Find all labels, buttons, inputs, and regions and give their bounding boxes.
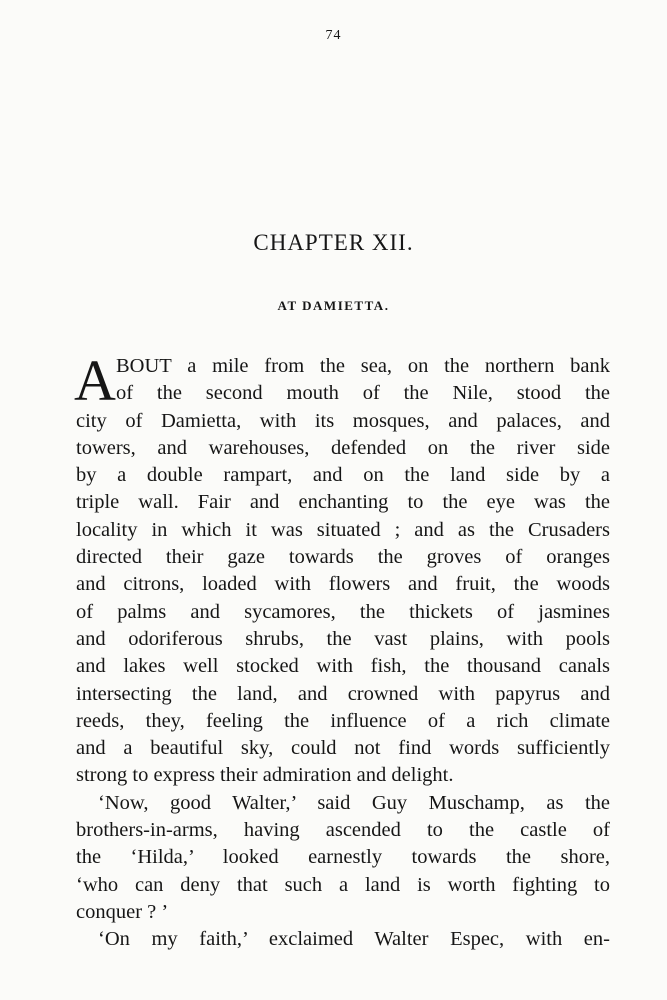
text-line: and lakes well stocked with fish, the thousand canals <box>76 655 610 678</box>
chapter-title: CHAPTER XII. <box>253 230 414 255</box>
text-line: by a double rampart, and on the land side by a <box>76 464 610 487</box>
text-line: intersecting the land, and crowned with papyrus and <box>76 682 610 705</box>
paragraph-2 <box>76 790 610 926</box>
text-line: and citrons, loaded with flowers and fruit, the woods <box>76 573 610 596</box>
text-line: conquer ? ’ <box>76 900 169 923</box>
text-line: ‘who can deny that such a land is worth fighting to <box>76 873 610 896</box>
text-line: and odoriferous shrubs, the vast plains, with pools <box>76 627 610 650</box>
text-line: of the second mouth of the Nile, stood the <box>116 382 610 405</box>
text-line: locality in which it was situated ; and as the Crusaders <box>76 518 610 541</box>
text-line: towers, and warehouses, defended on the river side <box>76 436 610 459</box>
text-line: reeds, they, feeling the influence of a rich climate <box>76 709 610 732</box>
page-number: 74 <box>325 28 342 43</box>
text-line: of palms and sycamores, the thickets of jasmines <box>76 600 610 623</box>
paragraph-1 <box>74 348 610 790</box>
text-line: strong to express their admiration and delight. <box>76 764 454 787</box>
text-line: brothers-in-arms, having ascended to the castle of <box>76 819 610 842</box>
body-text <box>74 348 610 954</box>
text-line: the ‘Hilda,’ looked earnestly towards the shore, <box>76 846 610 869</box>
text-line: directed their gaze towards the groves of oranges <box>76 546 610 569</box>
paragraph-3 <box>76 926 610 953</box>
text-line: ‘On my faith,’ exclaimed Walter Espec, with en- <box>98 928 610 951</box>
text-line: BOUT a mile from the sea, on the northern bank <box>116 355 610 377</box>
text-line: triple wall. Fair and enchanting to the eye was the <box>76 491 610 514</box>
chapter-subtitle: AT DAMIETTA. <box>277 298 390 313</box>
text-line: and a beautiful sky, could not find words sufficiently <box>76 737 610 760</box>
text-line: city of Damietta, with its mosques, and palaces, and <box>76 409 610 432</box>
drop-cap: A <box>74 348 116 413</box>
text-line: ‘Now, good Walter,’ said Guy Muschamp, as the <box>98 791 610 814</box>
